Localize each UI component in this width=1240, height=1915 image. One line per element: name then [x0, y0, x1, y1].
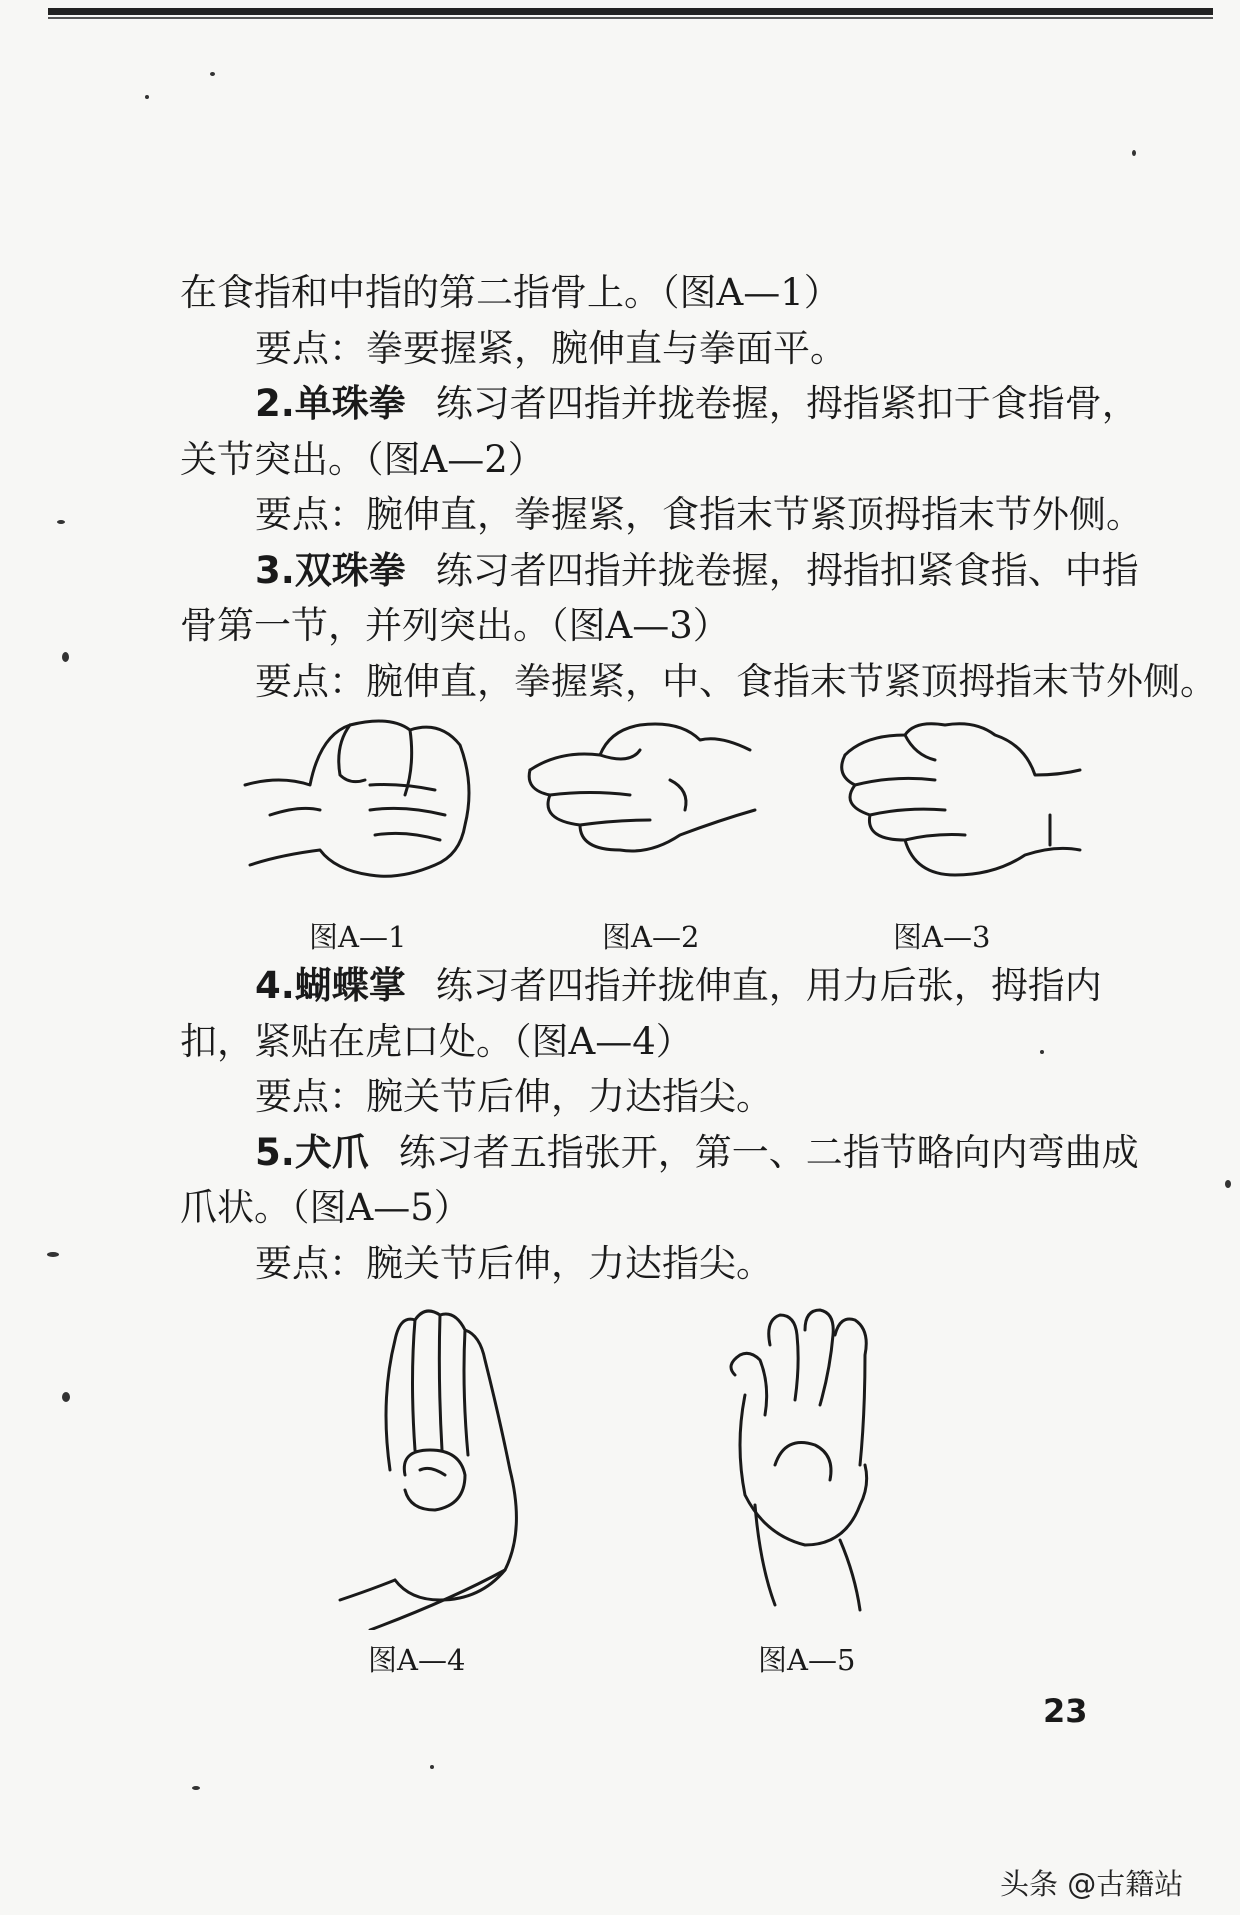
section-heading: 3.双珠拳	[255, 548, 406, 592]
scan-speck	[145, 95, 149, 99]
figure-caption: 图A—5	[758, 1643, 856, 1677]
text-line: 要点：腕伸直，拳握紧，中、食指末节紧顶拇指末节外侧。	[255, 659, 1217, 703]
scan-speck	[57, 520, 65, 524]
text-line: 要点：腕关节后伸，力达指尖。	[255, 1075, 773, 1118]
section-heading: 5.犬爪	[255, 1130, 369, 1174]
scan-speck	[210, 72, 215, 76]
top-border-rule	[48, 8, 1213, 15]
scan-speck	[192, 1786, 200, 1790]
page-number: 23	[1043, 1692, 1088, 1730]
text-line: 要点：拳要握紧，腕伸直与拳面平。	[255, 326, 847, 370]
scan-speck	[47, 1252, 59, 1257]
figure-caption: 图A—4	[368, 1643, 466, 1677]
source-watermark: 头条 @古籍站	[1000, 1867, 1184, 1901]
single-knuckle-fist-drawing	[520, 710, 760, 890]
scan-speck	[62, 652, 69, 662]
figure-caption: 图A—3	[893, 920, 991, 954]
section-line: 5.犬爪 练习者五指张开，第一、二指节略向内弯曲成	[255, 1130, 1139, 1174]
section-heading: 2.单珠拳	[255, 382, 406, 425]
text-line: 扣，紧贴在虎口处。（图A—4）	[180, 1019, 693, 1063]
double-knuckle-fist-drawing	[835, 715, 1085, 890]
text-line: 要点：腕关节后伸，力达指尖。	[255, 1241, 773, 1285]
scan-speck	[1040, 1050, 1044, 1054]
dog-claw-drawing	[715, 1305, 895, 1615]
section-line: 3.双珠拳 练习者四指并拢卷握，拇指扣紧食指、中指	[255, 548, 1139, 592]
top-border-rule-thin	[48, 17, 1213, 19]
scan-speck	[1225, 1180, 1231, 1188]
section-heading: 4.蝴蝶掌	[255, 964, 406, 1007]
text-line: 关节突出。（图A—2）	[180, 437, 545, 481]
scan-speck	[1132, 150, 1136, 156]
scan-speck	[62, 1392, 70, 1402]
figure-caption: 图A—1	[309, 920, 407, 954]
scan-speck	[430, 1765, 434, 1769]
text-line: 爪状。（图A—5）	[180, 1186, 471, 1229]
text-line: 骨第一节，并列突出。（图A—3）	[180, 604, 730, 647]
fist-drawing	[240, 705, 480, 895]
body-text	[180, 265, 1217, 709]
figure-caption: 图A—2	[602, 920, 700, 954]
body-text-continued	[180, 958, 1140, 1291]
text-line: 在食指和中指的第二指骨上。（图A—1）	[180, 271, 841, 314]
text-line: 要点：腕伸直，拳握紧，食指末节紧顶拇指末节外侧。	[255, 493, 1143, 536]
section-line: 2.单珠拳 练习者四指并拢卷握，拇指紧扣于食指骨，	[255, 382, 1139, 425]
butterfly-palm-drawing	[330, 1300, 530, 1630]
section-line: 4.蝴蝶掌 练习者四指并拢伸直，用力后张，拇指内	[255, 964, 1102, 1007]
